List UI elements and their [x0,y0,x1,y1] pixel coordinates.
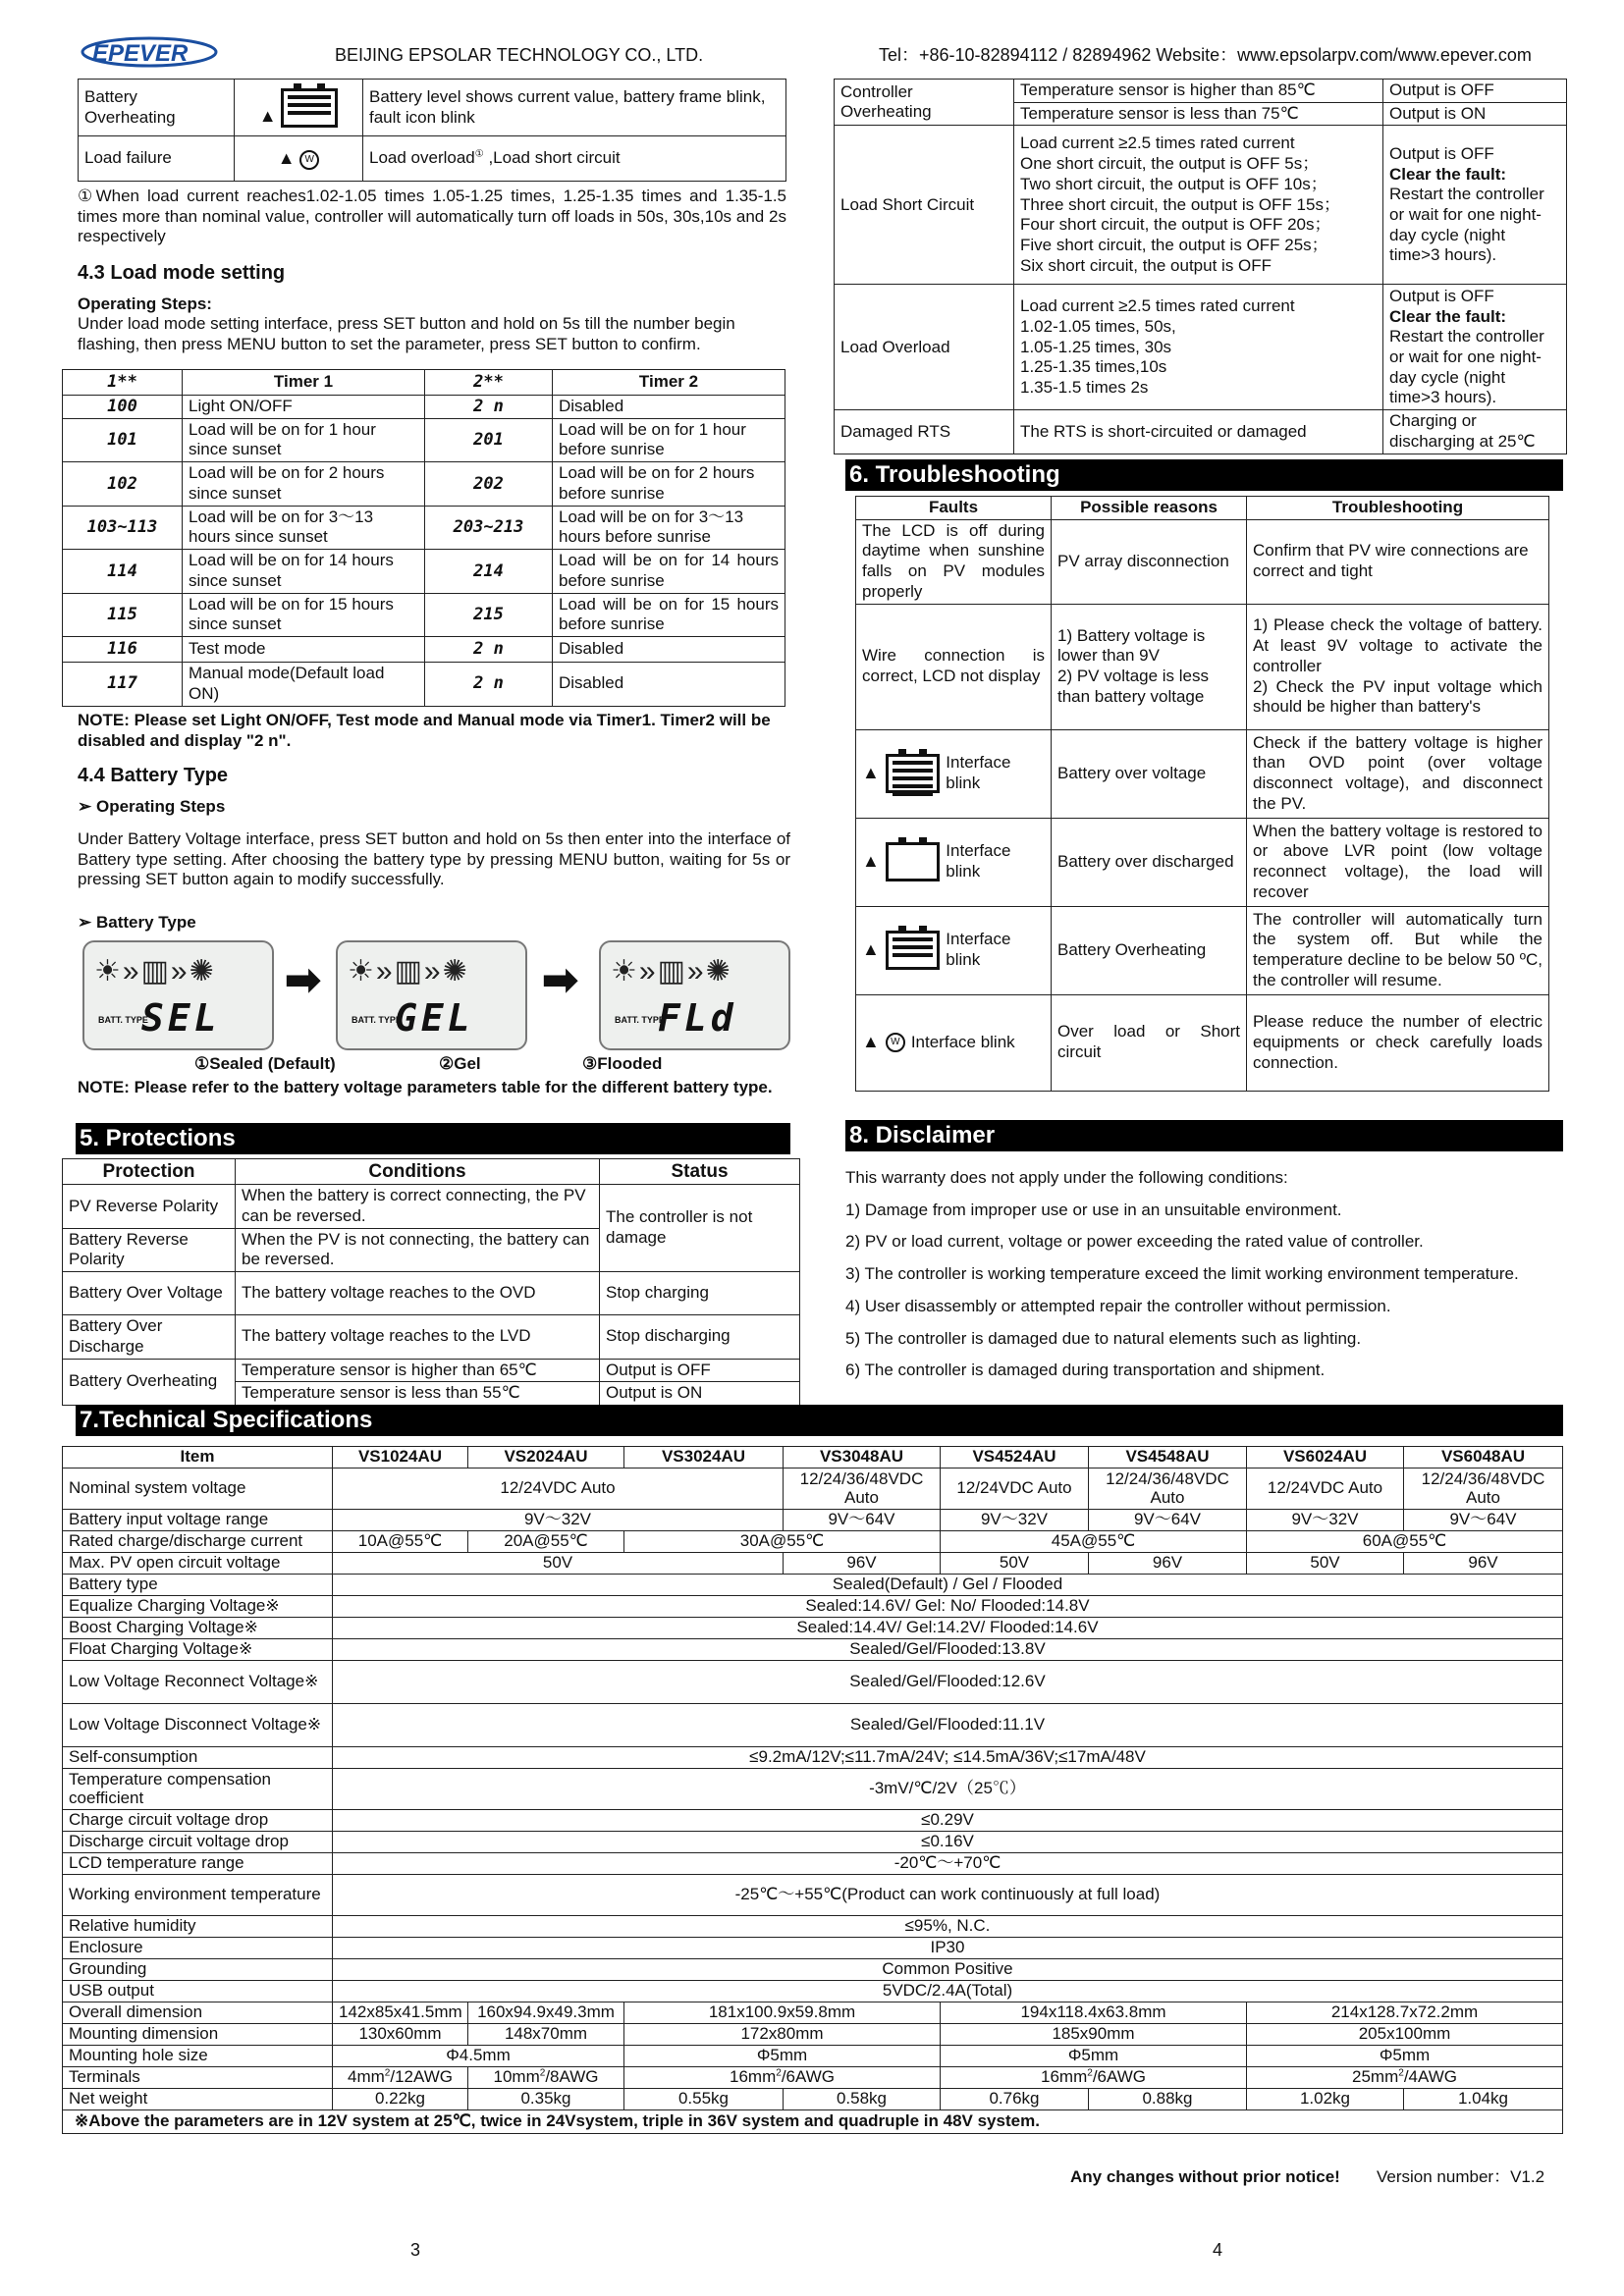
protections-table [62,1158,800,1406]
battery-empty-icon [886,842,940,881]
timer2-icon: 2** [425,370,553,396]
table-row: Charge circuit voltage drop ≤0.29V [63,1809,1563,1831]
table-row: 103~113 Load will be on for 3～13 hours since sunset 203~213 Load will be on for 3～13 hours before sunrise [63,506,785,549]
table-row [79,80,786,136]
table-row: Working environment temperature -25℃～+55℃(Product can work continuously at full load) [63,1874,1563,1915]
table-row: LCD temperature range -20℃～+70℃ [63,1852,1563,1874]
timer2-header: Timer 2 [553,370,785,396]
table-row: Relative humidity ≤95%, N.C. [63,1915,1563,1937]
protections-title: 5. Protections [76,1123,790,1154]
table-row: Battery input voltage range 9V～32V 9V～64V 9V～32V 9V～64V 9V～32V 9V～64V [63,1509,1563,1530]
bt-ops-label: ➢ Operating Steps [78,797,226,816]
fault-name: Load failure [79,136,235,182]
table-row: Battery Overheating Temperature sensor is higher than 65℃ Output is OFF [63,1359,800,1382]
bulb-warning-icon: ▲ W [235,136,363,182]
table-row: USB output 5VDC/2.4A(Total) [63,1980,1563,2002]
table-row: 117 Manual mode(Default load ON) 2 n Disabled [63,663,785,706]
table-row: Nominal system voltage 12/24VDC Auto 12/24/36/48VDC Auto 12/24VDC Auto 12/24/36/48VDC Auto 12/24VDC Auto 12/24/36/48VDC Auto [63,1468,1563,1509]
table-row: Float Charging Voltage※ Sealed/Gel/Flooded:13.8V [63,1638,1563,1660]
notice: Any changes without prior notice! [1070,2167,1340,2186]
overload-footnote: ①When load current reaches1.02-1.05 times 1.05-1.25 times, 1.25-1.35 times and 1.35-1.5 times more than nominal value, controller will automatically turn off loads in 50s, 30s,10s and 2s respectively [78,187,786,246]
fault-desc: Load overload① ,Load short circuit [363,136,786,182]
lcd-sealed [82,940,274,1050]
table-row: Max. PV open circuit voltage 50V 96V 50V 96V 50V 96V [63,1552,1563,1574]
timer-table [62,369,785,707]
fault-table-left [78,79,786,182]
page-number-right: 4 [1213,2240,1223,2260]
bulb-icon: W [886,1033,905,1052]
bt-label-gel: ②Gel [439,1054,481,1073]
table-row: Temperature sensor is less than 55℃ Output is ON [63,1382,800,1406]
load-ops-label: Operating Steps: [78,294,212,313]
interface-blink-cell: ▲ Interface blink [856,818,1052,906]
table-row: Discharge circuit voltage drop ≤0.16V [63,1831,1563,1852]
table-row [79,136,786,182]
bt-label-sealed: ①Sealed (Default) [194,1054,336,1073]
lcd-code-gel: GEL [395,996,474,1040]
bt-note: NOTE: Please refer to the battery voltage parameters table for the different battery type. [78,1078,773,1096]
table-row: Net weight 0.22kg 0.35kg 0.55kg 0.58kg 0.76kg 0.88kg 1.02kg 1.04kg [63,2088,1563,2109]
battery-icon [886,931,940,970]
table-row: Low Voltage Reconnect Voltage※ Sealed/Gel/Flooded:12.6V [63,1660,1563,1703]
interface-blink-cell: ▲ W Interface blink [856,994,1052,1091]
table-row: ▲ W Interface blink Over load or Short circuit Please reduce the number of electric equipments or check carefully loads connection. [856,994,1549,1091]
col-status: Status [600,1159,800,1185]
troubleshooting-table: Faults Possible reasons Troubleshooting The LCD is off during daytime when sunshine falls on PV modules properly PV array disconnection Confirm that PV wire connections are correct and tight Wire connection is correct, LCD not display 1) Battery voltage is lower than 9V 2) PV voltage is less than battery voltage 1) Please check the voltage of battery. At least 9V voltage to activate the controller 2) Check the PV input voltage which should be higher than battery's ▲ Interface blink Battery over voltage Check if the battery voltage is higher than OVD point (over voltage disconnect voltage), and disconnect the PV. ▲ Interface blink Battery over discharged When the battery voltage is restored to or above LVR point (low voltage reconnect voltage), the load will recover ▲ Interface blink Battery Overheating The controller will automatically turn the system off. But while the temperature decline to be below 50 ºC, the controller will resume. ▲ W Interface blink Over load or Short circuit Please reduce the number of electric equipments or check carefully loads connection. [855,496,1549,1092]
table-row: 114 Load will be on for 14 hours since sunset 214 Load will be on for 14 hours before sunrise [63,550,785,593]
table-row: The LCD is off during daytime when sunshine falls on PV modules properly PV array disconnection Confirm that PV wire connections are correct and tight [856,519,1549,604]
lcd-tag: BATT. TYPE [98,1015,148,1025]
load-ops-text: Under load mode setting interface, press SET button and hold on 5s till the number begin flashing, then press MENU button to set the parameter, press SET button to confirm. [78,314,735,353]
table-row: Battery Reverse Polarity When the PV is not connecting, the battery can be reversed. [63,1228,800,1271]
disclaimer-title: 8. Disclaimer [845,1120,1563,1151]
lcd-icons: ☀»▥»✺ [94,955,216,988]
table-row: 116 Test mode 2 n Disabled [63,637,785,663]
load-mode-heading: 4.3 Load mode setting [78,262,286,284]
table-row: Temperature compensation coefficient -3mV/℃/2V（25℃） [63,1768,1563,1809]
bt-label-flooded: ③Flooded [582,1054,663,1073]
lcd-tag: BATT. TYPE [352,1015,402,1025]
lcd-code-sel: SEL [141,996,221,1040]
table-row: Mounting hole size Φ4.5mm Φ5mm Φ5mm Φ5mm [63,2045,1563,2066]
interface-blink-cell: ▲ Interface blink [856,906,1052,994]
contact-info: Tel：+86-10-82894112 / 82894962 Website：www.epsolarpv.com/www.epever.com [879,45,1532,65]
col-conditions: Conditions [236,1159,600,1185]
table-row: 115 Load will be on for 15 hours since sunset 215 Load will be on for 15 hours before sunrise [63,593,785,636]
table-row: 102 Load will be on for 2 hours since sunset 202 Load will be on for 2 hours before sunrise [63,462,785,506]
lcd-tag: BATT. TYPE [615,1015,665,1025]
troubleshooting-title: 6. Troubleshooting [845,459,1563,491]
logo-text: EPEVER [92,40,189,67]
version-number: Version number：V1.2 [1377,2167,1545,2186]
table-row: PV Reverse Polarity When the battery is correct connecting, the PV can be reversed. The controller is not damage [63,1185,800,1228]
specs-table: Item VS1024AU VS2024AU VS3024AU VS3048AU VS4524AU VS4548AU VS6024AU VS6048AU Nominal system voltage 12/24VDC Auto 12/24/36/48VDC Auto 12/24VDC Auto 12/24/36/48VDC Auto 12/24VDC Auto 12/24/36/48VDC Auto Battery input voltage range 9V～32V 9V～64V 9V～32V 9V～64V 9V～32V 9V～64V Rated charge/discharge current 10A@55℃ 20A@55℃ 30A@55℃ 45A@55℃ 60A@55℃ Max. PV open circuit voltage 50V 96V 50V 96V 50V 96V Battery type Sealed(Default) / Gel / Flooded Equalize Charging Voltage※ Sealed:14.6V/ Gel: No/ Flooded:14.8V Boost Charging Voltage※ Sealed:14.4V/ Gel:14.2V/ Flooded:14.6V Float Charging Voltage※ Sealed/Gel/Flooded:13.8V Low Voltage Reconnect Voltage※ Sealed/Gel/Flooded:12.6V Low Voltage Disconnect Voltage※ Sealed/Gel/Flooded:11.1V Self-consumption ≤9.2mA/12V;≤11.7mA/24V; ≤14.5mA/36V;≤17mA/48V Temperature compensation coefficient -3mV/℃/2V（25℃） Charge circuit voltage drop ≤0.29V Discharge circuit voltage drop ≤0.16V LCD temperature range -20℃～+70℃ Working environment temperature -25℃～+55℃(Product can work continuously at full load) Relative humidity ≤95%, N.C. Enclosure IP30 Grounding Common Positive USB output 5VDC/2.4A(Total) Overall dimension 142x85x41.5mm 160x94.9x49.3mm 181x100.9x59.8mm 194x118.4x63.8mm 214x128.7x72.2mm Mounting dimension 130x60mm 148x70mm 172x80mm 185x90mm 205x100mm Mounting hole size Φ4.5mm Φ5mm Φ5mm Φ5mm Terminals $4mm^2/12AWG$ $10mm^2/8AWG$ $16mm^2/6AWG$ $16mm^2/6AWG$ $25mm^2/4AWG$ Net weight 0.22kg 0.35kg 0.55kg 0.58kg 0.76kg 0.88kg 1.02kg 1.04kg ※Above the parameters are in 12V system at 25℃, twice in 24Vsystem, triple in 36V system and quadruple in 48V system. [62,1446,1563,2134]
table-row: Controller Overheating Temperature sensor is higher than 85℃ Output is OFF [835,80,1567,103]
table-row: Load Overload Load current ≥2.5 times rated current 1.02-1.05 times, 50s, 1.05-1.25 times, 30s 1.25-1.35 times,10s 1.35-1.5 times 2s Output is OFF Clear the fault: Restart the controller or wait for one night-day cycle (night time>3 hours). [835,285,1567,410]
table-row: Boost Charging Voltage※ Sealed:14.4V/ Gel:14.2V/ Flooded:14.6V [63,1617,1563,1638]
lcd-code-fld: FLd [658,996,737,1040]
col-protection: Protection [63,1159,236,1185]
table-row: 101 Load will be on for 1 hour since sunset 201 Load will be on for 1 hour before sunrise [63,418,785,461]
timer-note: NOTE: Please set Light ON/OFF, Test mode and Manual mode via Timer1. Timer2 will be disabled and display "2 n". [78,711,771,750]
battery-type-heading: 4.4 Battery Type [78,765,229,786]
table-row: Damaged RTS The RTS is short-circuited or damaged Charging or discharging at 25℃ [835,410,1567,454]
lcd-icons: ☀»▥»✺ [611,955,732,988]
table-row: ▲ Interface blink Battery over discharged When the battery voltage is restored to or above LVR point (low voltage reconnect voltage), the load will recover [856,818,1549,906]
battery-warning-icon: ▲ [235,80,363,136]
bt-label: ➢ Battery Type [78,913,196,932]
arrow-right-icon: ➡ [542,956,578,1004]
table-row: Wire connection is correct, LCD not display 1) Battery voltage is lower than 9V 2) PV voltage is less than battery voltage 1) Please check the voltage of battery. At least 9V voltage to activate the controller 2) Check the PV input voltage which should be higher than battery's [856,604,1549,729]
table-row [63,2109,1563,2133]
table-row: Mounting dimension 130x60mm 148x70mm 172x80mm 185x90mm 205x100mm [63,2023,1563,2045]
short-circuit-lines: Load current ≥2.5 times rated current One short circuit, the output is OFF 5s； Two short circuit, the output is OFF 10s； Three short circuit, the output is OFF 15s； Four short circuit, the output is OFF 20s； Five short circuit, the output is OFF 25s； Six short circuit, the output is OFF [1014,126,1383,285]
disclaimer-list: This warranty does not apply under the following conditions: 1) Damage from improper use or use in an unsuitable environment. 2) PV or load current, voltage or power exceeding the rated value of controller. 3) The controller is working temperature exceed the limit working environment temperature. 4) User disassembly or attempted repair the controller without permission. 5) The controller is damaged due to natural elements such as lighting. 6) The controller is damaged during transportation and shipment. [845,1168,1519,1380]
timer1-header: Timer 1 [183,370,425,396]
fault-desc: Battery level shows current value, battery frame blink, fault icon blink [363,80,786,136]
table-row: Equalize Charging Voltage※ Sealed:14.6V/ Gel: No/ Flooded:14.8V [63,1595,1563,1617]
table-row: Self-consumption ≤9.2mA/12V;≤11.7mA/24V; ≤14.5mA/36V;≤17mA/48V [63,1746,1563,1768]
fault-name: Battery Overheating [79,80,235,136]
table-row: Battery Over Voltage The battery voltage reaches to the OVD Stop charging [63,1272,800,1315]
table-row: ▲ Interface blink Battery over voltage Check if the battery voltage is higher than OVD point (over voltage disconnect voltage), and disconnect the PV. [856,729,1549,818]
table-row: Battery Over Discharge The battery voltage reaches to the LVD Stop discharging [63,1315,800,1359]
lcd-icons: ☀»▥»✺ [348,955,469,988]
table-row: ▲ Interface blink Battery Overheating The controller will automatically turn the system off. But while the temperature decline to be below 50 ºC, the controller will resume. [856,906,1549,994]
company-name: BEIJING EPSOLAR TECHNOLOGY CO., LTD. [335,45,704,65]
bt-ops-text: Under Battery Voltage interface, press SET button and hold on 5s then enter into the interface of Battery type setting. After choosing the battery type by pressing MENU button, waiting for 5s or pressing SET button again to modify successfully. [78,829,790,889]
fault-table-right [834,79,1567,454]
table-row: Temperature sensor is less than 75℃ Output is ON [835,102,1567,126]
logo [81,33,228,71]
table-row: Grounding Common Positive [63,1958,1563,1980]
lcd-gel [336,940,527,1050]
arrow-right-icon: ➡ [285,956,321,1004]
table-row: Load Short Circuit Load current ≥2.5 times rated current One short circuit, the output is OFF 5s； Two short circuit, the output is OFF 10s； Three short circuit, the output is OFF 15s； Four short circuit, the output is OFF 20s； Five short circuit, the output is OFF 25s； Six short circuit, the output is OFF Output is OFF Clear the fault: Restart the controller or wait for one night-day cycle (night time>3 hours). [835,126,1567,285]
table-row: Terminals $4mm^2/12AWG$ $10mm^2/8AWG$ $16mm^2/6AWG$ $16mm^2/6AWG$ $25mm^2/4AWG$ [63,2066,1563,2088]
table-row: Enclosure IP30 [63,1937,1563,1958]
merged-status: The controller is not damage [600,1185,800,1272]
table-row: Overall dimension 142x85x41.5mm 160x94.9x49.3mm 181x100.9x59.8mm 194x118.4x63.8mm 214x128.7x72.2mm [63,2002,1563,2023]
timer1-icon: 1** [63,370,183,396]
specs-title: 7.Technical Specifications [76,1405,1563,1436]
lcd-flooded [599,940,790,1050]
table-row: Rated charge/discharge current 10A@55℃ 20A@55℃ 30A@55℃ 45A@55℃ 60A@55℃ [63,1530,1563,1552]
battery-full-icon [886,754,940,793]
specs-footnote: ※Above the parameters are in 12V system at 25℃, twice in 24Vsystem, triple in 36V system and quadruple in 48V system. [63,2109,1563,2133]
page-number-left: 3 [410,2240,421,2260]
table-row: 100 Light ON/OFF 2 n Disabled [63,396,785,419]
table-row: Low Voltage Disconnect Voltage※ Sealed/Gel/Flooded:11.1V [63,1703,1563,1746]
interface-blink-cell: ▲ Interface blink [856,729,1052,818]
table-row: Battery type Sealed(Default) / Gel / Flooded [63,1574,1563,1595]
